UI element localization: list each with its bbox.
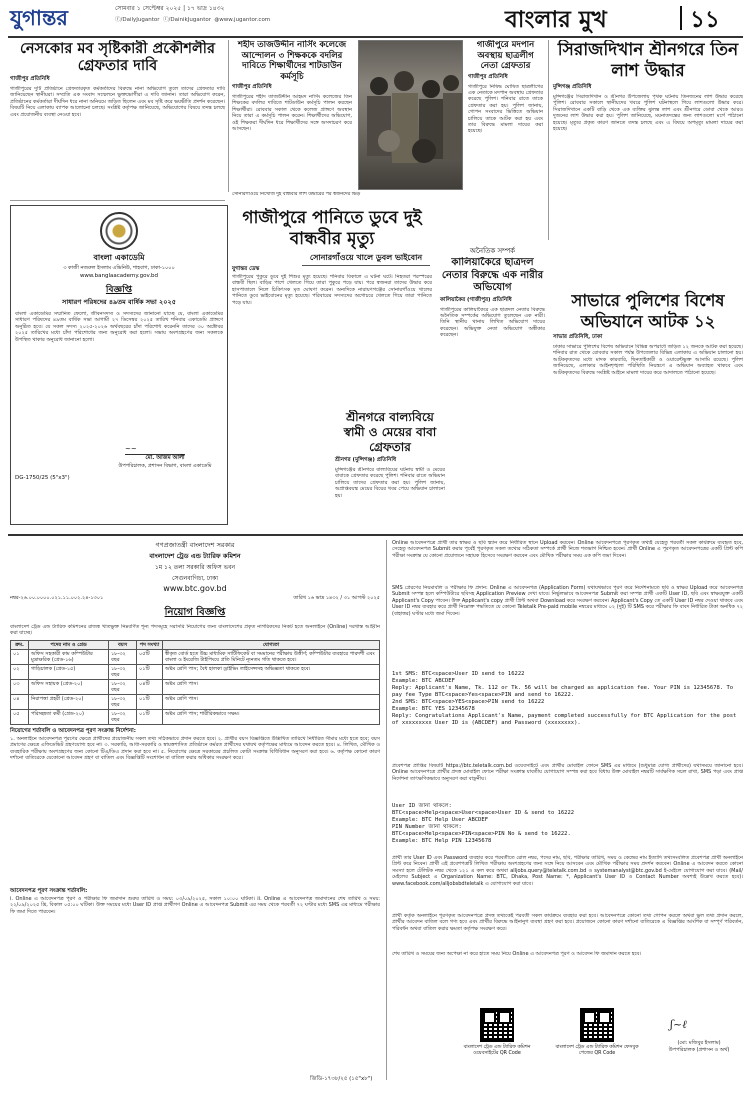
right-text-5: প্রার্থী কর্তৃক অনলাইনে পূরণকৃত আবেদনপত্রে প্রদত্ত তথ্যকেই পরবর্তী সকল কার্যক্রমে ব্যবহার করা হবে। আবেদনপত্রে কোনো তথ্য গোপন করলে অথবা ভুল তথ্য প্রদান করলে, প্রার্থীর আবেদন বাতিল বলে গণ্য হবে এবং প্রার্থীর বিরুদ্ধে আইনানুগ ব্যবস্থা গ্রহণ করা হবে। প্রয়োজনে কোনো কারণ দর্শানো ব্যতিরেকে এ বিজ্ঞপ্তির আংশিক বা সম্পূর্ণ পরিবর্তন, পরিবর্ধন অথবা বাতিল করার ক্ষমতা কর্তৃপক্ষ সংরক্ষণ করে। <box>392 913 743 932</box>
facebook-qr-code <box>580 1008 614 1042</box>
right-text-2: SMS প্রেরণের নিয়মাবলি ও পরীক্ষার ফি প্রদান: Online এ আবেদনপত্র (Application Form) যথাযথভাবে পূরণ করে নির্দেশনামতে ছবি ও স্বাক্ষর Upload করে আবেদনপত্র Submit সম্পন্ন হলে কম্পিউটারে ছবিসহ Application Preview দেখা যাবে। নির্ভুলভাবে আবেদনপত্র Submit করা সম্পন্ন প্রার্থী একটি User ID, ছবি এবং স্বাক্ষরযুক্ত একটি Applicant's Copy পাবেন। উক্ত Applicant's copy প্রার্থী প্রিন্ট অথবা Download করে সংরক্ষণ করবেন। Applicant's Copy তে একটি User ID নম্বর দেওয়া থাকবে এবং User ID নম্বর ব্যবহার করে প্রার্থী নিম্নোক্ত পদ্ধতিতে যে কোনো Teletalk Pre-paid mobile নম্বরের মাধ্যমে ০২ (দুই) টি SMS করে পরীক্ষার ফি বাবদ নির্ধারিত টাকা অনধিক ৭২ (বাহাত্তর) ঘণ্টার মধ্যে জমা দিবেন। <box>392 585 743 617</box>
byline: সাভার প্রতিনিধি, ঢাকা <box>553 334 603 340</box>
facebook-icon: ⓕ <box>115 17 121 23</box>
byline: মুন্সিগঞ্জ প্রতিনিধি <box>553 84 592 90</box>
notice-dept: বাংলাদেশ ট্রেড এন্ড ট্যারিফ কমিশন <box>149 552 241 560</box>
sms-instructions: 1st SMS: BTC<space>User ID send to 16222 Example: BTC ABCDEF Reply: Applicant's Name, Tk. 112 or Tk. 56 will be charged as application fee. Your PIN is 12345678. To pay fee Type BTC<space>Yes<space>PIN and send to 16222. 2nd SMS: BTC<space>YES<space>PIN send to 16222 Example: BTC YES 12345678 Reply: Congratulations Applicant's Name, payment completed successfully for BTC Application for the post of xxxxxxxxx User ID is (ABCDEF) and Password (xxxxxxxx). <box>392 671 737 726</box>
social-handle-2: /DainikJugantor <box>168 17 211 23</box>
subhead: সোনারগাঁওয়ে খালে ডুবল ভাইবোন <box>302 252 430 266</box>
website: www.jugantor.com <box>219 17 271 23</box>
ad-org: বাংলা একাডেমি <box>93 253 145 262</box>
section-title: বাংলার মুখ <box>505 6 607 33</box>
headline: গাজীপুরে মদপান অবস্থায় ছাত্রলীগ নেতা গ্রেফতার <box>476 40 535 71</box>
section-divider <box>680 6 682 30</box>
masthead-rule <box>8 36 743 38</box>
table-row <box>11 679 380 694</box>
table-row <box>11 649 380 664</box>
dateline: সোমবার ১ সেপ্টেম্বর ২০২৫ | ১৭ ভাদ্র ১৪৩২ <box>115 5 225 12</box>
apply-title: আবেদনপত্র পূরণ সংক্রান্ত শর্তাবলি: <box>10 887 88 894</box>
headline: কালিয়াকৈরে ছাত্রদল নেতার বিরুদ্ধে এক নারীর অভিযোগ <box>441 257 544 293</box>
signature-image: ~~ <box>125 445 185 455</box>
ad-signer: মো. আজম আলী <box>145 455 185 461</box>
cell: ১৮-৩২ বছর <box>109 694 137 709</box>
right-text-6: শেষ তারিখ ও সময়ের জন্য অপেক্ষা না করে হাতে সময় নিয়ে Online এ আবেদনপত্র পূরণ ও আবেদন ফি জমাদান করতে হবে। <box>392 951 642 957</box>
cell: ১৮-৩২ বছর <box>109 649 137 664</box>
story-child-marriage <box>335 410 445 530</box>
cell: অষ্টম শ্রেণি পাস। <box>163 679 380 694</box>
right-text-3: প্রবেশপত্র প্রাপ্তির বিষয়টি https://btc.teletalk.com.bd ওয়েবসাইটে এবং প্রার্থীর মোবাইল ফোনে SMS এর মাধ্যমে (শুধুমাত্র যোগ্য প্রার্থীদের) যথাসময়ে জানানো হবে। Online আবেদনপত্রে প্রার্থীর প্রদত্ত মোবাইল ফোনে পরীক্ষা সংক্রান্ত যাবতীয় যোগাযোগ সম্পন্ন করা হবে বিধায় উক্ত মোবাইল নম্বরটি সার্বক্ষণিক সচল রাখা, SMS পড়া এবং প্রাপ্ত নির্দেশনা তাৎক্ষণিকভাবে অনুসরণ করা বাঞ্ছনীয়। <box>392 763 743 782</box>
column-rule <box>386 540 387 1080</box>
kicker: অনৈতিক সম্পর্ক <box>469 247 516 255</box>
crowd-photo-image <box>359 41 463 190</box>
headline: শহীদ তাজউদ্দীন নার্সিং কলেজে আন্দোলন ৩ শিক্ষককে বদলির দাবিতে শিক্ষার্থীদের শাটডাউন কর্মসূচি <box>237 40 347 82</box>
notice-date: তারিখ ১৬ ভাদ্র ১৪৩২ / ৩১ আগস্ট ২০২৫ <box>293 595 380 601</box>
notice-web: www.btc.gov.bd <box>163 584 227 593</box>
section-rule <box>8 534 743 536</box>
newspaper-logo: যুগান্তর <box>10 5 68 30</box>
cell: অষ্টম শ্রেণি পাস; বৈধ হালকা ড্রাইভিং লাইসেন্সসহ অভিজ্ঞতা থাকতে হবে। <box>163 664 380 679</box>
headline: নেসকোর মব সৃষ্টিকারী প্রকৌশলীর গ্রেফতার দাবি <box>20 40 215 74</box>
story-body: গাজীপুরের শহীদ তাজউদ্দীন আহমদ নার্সিং কলেজের তিন শিক্ষকের বদলির দাবিতে শাটডাউন কর্মসূচি পালন করছেন শিক্ষার্থীরা। রোববার সকাল থেকে কলেজ প্রাঙ্গণে অবস্থান নিয়ে তারা এ কর্মসূচি পালন করেন। শিক্ষার্থীদের অভিযোগ, ওই শিক্ষকরা দীর্ঘদিন ধরে শিক্ষার্থীদের সঙ্গে অসদাচরণ করে আসছেন। <box>232 94 352 133</box>
cell: ০৫টি <box>137 649 163 664</box>
qr1-label: বাংলাদেশ ট্রেড এন্ড ট্যারিফ কমিশন ওয়েবসাইটের QR Code <box>463 1045 531 1056</box>
column-rule <box>548 40 549 240</box>
right-text-4: প্রার্থী তার User ID এবং Password ব্যবহার করে পরবর্তীতে রোল নম্বর, পদের নাম, ছবি, পরীক্ষার তারিখ, সময় ও কেন্দ্রের নাম ইত্যাদি তথ্যসংবলিত প্রবেশপত্র প্রার্থী অনলাইনে প্রিন্ট করে নিবেন। প্রার্থী এই প্রবেশপত্রটি লিখিত পরীক্ষায় অংশগ্রহণের জন্য সঙ্গে নিয়ে আসবেন এবং মৌখিক পরীক্ষার সময় প্রদর্শন করবেন। Online এ আবেদন করতে কোনো সমস্যা হলে টেলিটক নম্বর থেকে ১২১ এ কল করে অথবা alljobs.query@teletalk.com.bd ও systemanalyst@btc.gov.bd ই-মেইলে যোগাযোগ করা যাবে। (Mail/মেইলের Subject এ Organization Name: BTC, Dhaka, Post Name: *, Applicant's User ID ও Contact Number অবশ্যই উল্লেখ করতে হবে)। www.facebook.com/alljobsbdteletalk এ যোগাযোগ করা যাবে। <box>392 855 743 887</box>
globe-icon: ◍ <box>214 17 220 23</box>
photo-caption: সোনারগাঁওয়ে নিখোঁজ দুই বান্ধবীর লাশ উদ্ধারের পর স্বজনদের ভিড় <box>232 192 361 197</box>
headline: সিরাজদিখান শ্রীনগরে তিন লাশ উদ্ধার <box>557 40 739 81</box>
byline: গাজীপুর প্রতিনিধি <box>10 76 50 82</box>
notice-intro: বাংলাদেশ ট্রেড এন্ড ট্যারিফ কমিশনের রাজস্ব খাতভুক্ত নিম্নবর্ণিত শূন্য পদসমূহে সরাসরি নিয়োগের জন্য বাংলাদেশের প্রকৃত নাগরিকদের নিকট হতে অনলাইনে (Online) দরখাস্ত আহ্বান করা যাচ্ছে। <box>10 624 380 637</box>
section-rule <box>10 200 225 201</box>
ad-signer-title: উপপরিচালক, প্রশাসন বিভাগ, বাংলা একাডেমি <box>118 463 212 469</box>
notice-addr: ১ম ১২ তলা সরকারি অফিস ভবন <box>154 564 236 571</box>
col-header: বয়স <box>109 640 137 649</box>
byline: গাজীপুর প্রতিনিধি <box>468 73 508 80</box>
cell: অফিস সহায়ক (গ্রেড-২০) <box>29 679 109 694</box>
social-bar <box>115 15 270 23</box>
table-header-row <box>11 640 380 649</box>
col-header: পদ সংখ্যা <box>137 640 163 649</box>
ad-subtitle: সাধারণ পরিষদের ৪৯তম বার্ষিক সভা ২০২৫ <box>62 298 176 306</box>
cell: গাড়িচালক (গ্রেড-১৫) <box>29 664 109 679</box>
bangla-academy-ad <box>10 205 228 525</box>
ad-code: DG-1750/25 (5"x3") <box>15 475 70 481</box>
notice-signer-title: উপপরিচালক (প্রশাসন ও অর্থ) <box>668 1047 730 1053</box>
userid-instructions: User ID জানা থাকলে: BTC<space>Help<space>User<space>User ID & send to 16222 Example: BTC Help User ABCDEF PIN Number জানা থাকলে: BTC<space>Help<space>PIN<space>PIN No & send to 16222. Example: BTC Help PIN 12345678 <box>392 803 575 844</box>
story-body: গাজীপুরে নিষিদ্ধ ঘোষিত ছাত্রলীগের এক নেতাকে মদপান অবস্থায় গ্রেফতার করেছে পুলিশ। শনিবার রাতে তাকে গ্রেফতার করা হয়। পুলিশ জানায়, গোপন সংবাদের ভিত্তিতে অভিযান চালিয়ে তাকে আটক করা হয় এবং তার বিরুদ্ধে মামলা দায়ের করা হয়েছে। <box>468 83 543 135</box>
headline: সাভারে পুলিশের বিশেষ অভিযানে আটক ১২ <box>571 291 725 331</box>
story-three-bodies <box>553 40 743 280</box>
table-row <box>11 694 380 709</box>
qr2-label: বাংলাদেশ ট্রেড এন্ড ট্যারিফ কমিশন ফেসবুক পেজের QR Code <box>555 1045 639 1056</box>
story-body: ঢাকার সাভারে পুলিশের বিশেষ অভিযানে বিভিন্ন অপরাধে জড়িত ১২ জনকে আটক করা হয়েছে। শনিবার রাত থেকে রোববার সকাল পর্যন্ত উপজেলার বিভিন্ন এলাকায় এ অভিযান চালানো হয়। আটককৃতদের মধ্যে মাদক কারবারি, ছিনতাইকারী ও ওয়ারেন্টভুক্ত আসামি রয়েছে। পুলিশ জানিয়েছে, এলাকার আইনশৃঙ্খলা পরিস্থিতি নিয়ন্ত্রণে এ অভিযান অব্যাহত থাকবে এবং আটককৃতদের বিরুদ্ধে সংশ্লিষ্ট আইনে মামলা দায়ের করে আদালতে পাঠানো হয়েছে। <box>553 344 743 376</box>
vacancy-table <box>10 640 380 725</box>
notice-right <box>392 540 743 1088</box>
story-body: মুন্সিগঞ্জের শ্রীনগরে বাল্যবিয়ের ঘটনায় স্বামী ও মেয়ের বাবাকে গ্রেফতার করেছে পুলিশ। শনিবার রাতে অভিযান চালিয়ে তাদের গ্রেফতার করা হয়। পুলিশ জানায়, অপ্রাপ্তবয়স্ক মেয়ের বিয়ের খবর পেয়ে অভিযান চালানো হয়। <box>335 467 445 499</box>
notice-memo: নম্বর-২৬.০০.০০০০.০২১.১১.০০২.২৪-১৩০১ <box>10 595 104 601</box>
twitter-icon: ⓣ <box>163 17 169 23</box>
cell: ০৪টি <box>137 679 163 694</box>
table-row <box>11 664 380 679</box>
headline: গাজীপুরে পানিতে ডুবে দুই বান্ধবীর মৃত্যু <box>242 208 422 249</box>
notice-left <box>10 540 380 1088</box>
ad-address: ৩ কাজী নজরুল ইসলাম এভিনিউ, শাহবাগ, ঢাকা-১০০০ <box>63 265 175 271</box>
masthead <box>0 0 751 40</box>
cell: ১৮-৩২ বছর <box>109 709 137 724</box>
cell: পরিচ্ছন্নতা কর্মী (গ্রেড-২০) <box>29 709 109 724</box>
conditions-body: ১. অনলাইনে আবেদনপত্র পূরণের ক্ষেত্রে প্রার্থীদের প্রয়োজনীয় সকল তথ্য সঠিকভাবে প্রদান করতে হবে। ২. প্রার্থীর বয়স বিজ্ঞপ্তিতে উল্লিখিত তারিখে নির্ধারিত সীমার মধ্যে হতে হবে; বয়স প্রমাণের ক্ষেত্রে এফিডেভিট গ্রহণযোগ্য হবে না। ৩. সরকারি, আধা-সরকারি ও স্বায়ত্তশাসিত প্রতিষ্ঠানে কর্মরত প্রার্থীদের যথাযথ কর্তৃপক্ষের মাধ্যমে আবেদন করতে হবে। ৪. লিখিত, মৌখিক ও ব্যবহারিক পরীক্ষায় অংশগ্রহণের জন্য কোনো টিএ/ডিএ প্রদান করা হবে না। ৫. নিয়োগের ক্ষেত্রে সরকারের প্রচলিত কোটা সংক্রান্ত বিধিবিধান অনুসরণ করা হবে। ৬. কর্তৃপক্ষ কোনো কারণ দর্শানো ব্যতিরেকে যেকোনো আবেদন গ্রহণ বা বাতিল এবং বিজ্ঞপ্তিটি সংশোধন বা বাতিল করার অধিকার সংরক্ষণ করে। <box>10 735 380 762</box>
crowd-photo <box>358 40 463 190</box>
notice-code: জিডি-১৭৩৮/২৫ (১৫"x৮") <box>310 1076 373 1082</box>
story-drowning <box>232 208 432 438</box>
cell: স্বীকৃত বোর্ড হতে উচ্চ মাধ্যমিক সার্টিফিকেট বা সমমানের পরীক্ষায় উত্তীর্ণ; কম্পিউটার ব্যবহারে পারদর্শী এবং বাংলা ও ইংরেজি টাইপিংয়ে প্রতি মিনিটে ন্যূনতম গতি থাকতে হবে। <box>163 649 380 664</box>
cell: ০১ <box>11 649 29 664</box>
cell: অফিস সহকারী কাম কম্পিউটার মুদ্রাক্ষরিক (গ্রেড-১৬) <box>29 649 109 664</box>
story-nesco <box>10 40 225 195</box>
story-body: গাজীপুরের দুটি প্রতিষ্ঠানে গ্রেফতারকৃত কর্মকর্তাদের বিরুদ্ধে নানা অভিযোগ তুলে তাদের গ্রেফতার দাবি জানিয়েছেন স্থানীয়রা। সম্প্রতি এক সংবাদ সম্মেলনে ভুক্তভোগীরা এ দাবি জানান। তারা অভিযোগ করেন, প্রতিষ্ঠানের কর্মকর্তারা দীর্ঘদিন ধরে নানা অনিয়মে জড়িত ছিলেন এবং মব সৃষ্টি করে ভয়ভীতি প্রদর্শন করেছেন। বিষয়টি নিয়ে এলাকায় ব্যাপক আলোচনা চলছে। সংশ্লিষ্ট কর্তৃপক্ষ জানিয়েছে, অভিযোগের বিষয়ে তদন্ত চলছে এবং প্রয়োজনীয় ব্যবস্থা নেওয়া হবে। <box>10 86 225 118</box>
story-savar-raid <box>553 290 743 530</box>
cell: ১৮-৩২ বছর <box>109 664 137 679</box>
cell: নিরাপত্তা প্রহরী (গ্রেড-২০) <box>29 694 109 709</box>
byline: গাজীপুর প্রতিনিধি <box>232 84 272 90</box>
story-body: গাজীপুরের পুকুরে ডুবে দুই শিশুর মৃত্যু হয়েছে। শনিবার বিকালে এ ঘটনা ঘটে। নিহতরা পরস্পরের বান্ধবী ছিল। বাড়ির পাশে খেলতে গিয়ে তারা পুকুরে পড়ে যায়। পরে স্বজনরা তাদের উদ্ধার করে হাসপাতালে নিলে চিকিৎসক মৃত ঘোষণা করেন। অন্যদিকে নারায়ণগঞ্জের সোনারগাঁওয়ে খালের পানিতে ডুবে ভাইবোনের মৃত্যু হয়েছে। পরিবারের সদস্যদের অগোচরে খেলতে গিয়ে তারা পানিতে পড়ে যায়। <box>232 274 432 306</box>
cell: ০৫ <box>11 709 29 724</box>
cell: ১৮-৩২ বছর <box>109 679 137 694</box>
ad-website: www.banglaacademy.gov.bd <box>79 273 159 279</box>
cell: ০২ <box>11 664 29 679</box>
headline: শ্রীনগরে বাল্যবিয়ে স্বামী ও মেয়ের বাবা গ্রেফতার <box>343 410 437 454</box>
notice-city: সেগুনবাগিচা, ঢাকা <box>172 575 218 582</box>
btc-recruitment-notice <box>10 540 743 1088</box>
social-handle-1: /DailyJugantor <box>120 17 160 23</box>
story-body: মুন্সিগঞ্জের সিরাজদিখান ও শ্রীনগর উপজেলায় পৃথক ঘটনায় তিনজনের লাশ উদ্ধার করেছে পুলিশ। রোববার সকালে স্থানীয়দের খবরে পুলিশ ঘটনাস্থলে গিয়ে লাশগুলো উদ্ধার করে। সিরাজদিখানে একটি বাড়ি থেকে এক ব্যক্তির ঝুলন্ত লাশ এবং শ্রীনগরে ডোবা থেকে আরও দুজনের লাশ উদ্ধার করা হয়। পুলিশ জানিয়েছে, ময়নাতদন্তের জন্য লাশগুলো মর্গে পাঠানো হয়েছে। মৃত্যুর প্রকৃত কারণ জানতে তদন্ত চলছে এবং এ বিষয়ে অপমৃত্যু মামলা দায়ের করা হয়েছে। <box>553 94 743 133</box>
notice-gov: গণপ্রজাতন্ত্রী বাংলাদেশ সরকার <box>155 541 235 549</box>
cell: ০৪ <box>11 694 29 709</box>
col-header: ক্রম. <box>11 640 29 649</box>
cell: অষ্টম শ্রেণি পাস; শারীরিকভাবে সক্ষম। <box>163 709 380 724</box>
page-number: ১১ <box>690 6 720 33</box>
ad-body: বাংলা একাডেমির সম্মানিত ফেলো, জীবনসদস্য ও সদস্যদের জানানো যাচ্ছে যে, বাংলা একাডেমির সাধারণ পরিষদের ৪৯তম বার্ষিক সভা আগামী ২৭ ডিসেম্বর ২০২৫ তারিখ শনিবার একাডেমি প্রাঙ্গণে অনুষ্ঠিত হবে। যে সকল সদস্য ২০২৫-২০২৬ অর্থবছরের চাঁদা পরিশোধ করেননি তাদের ৩০ অক্টোবর ২০২৫ তারিখের মধ্যে চাঁদা পরিশোধের জন্য অনুরোধ করা হলো। সভায় অংশগ্রহণের জন্য সকলকে উপস্থিত থাকার অনুরোধ জানানো হলো। <box>15 311 223 343</box>
col-header: পদের নাম ও গ্রেড <box>29 640 109 649</box>
cell: ০৩ <box>11 679 29 694</box>
story-nursing-college <box>232 40 352 190</box>
byline: কালিয়াকৈর (গাজীপুর) প্রতিনিধি <box>440 296 512 303</box>
byline: যুগান্তর ডেস্ক <box>232 266 260 272</box>
academy-emblem <box>100 212 138 250</box>
story-chhatra-league <box>468 40 543 160</box>
story-kaliakair <box>440 245 545 405</box>
website-qr-code <box>480 1008 514 1042</box>
notice-title: নিয়োগ বিজ্ঞপ্তি <box>164 607 226 618</box>
right-text-1: Online আবেদনপত্রে প্রার্থী তার স্বাক্ষর ও ছবি স্ক্যান করে নির্ধারিত স্থানে Upload করবেন। Online আবেদনপত্রে পূরণকৃত তথ্যই যেহেতু পরবর্তী সকল কার্যক্রমে ব্যবহৃত হবে, সেহেতু আবেদনপত্র Submit করার পূর্বেই পূরণকৃত সকল তথ্যের সঠিকতা সম্পর্কে প্রার্থী নিজে শতভাগ নিশ্চিত হবেন। প্রার্থী Online এ পূরণকৃত আবেদনপত্রের একটি প্রিন্ট কপি পরীক্ষা সংক্রান্ত যে কোনো প্রয়োজনে সহায়ক হিসেবে সংরক্ষণ করবেন এবং মৌখিক পরীক্ষার সময় এক কপি জমা দিবেন। <box>392 540 743 559</box>
column-rule <box>228 40 229 192</box>
table-row <box>11 709 380 724</box>
ad-title: বিজ্ঞপ্তি <box>105 285 133 295</box>
signature-image: ʃ~ℓ <box>670 1018 687 1031</box>
cell: ০১টি <box>137 664 163 679</box>
apply-body: i. Online এ আবেদনপত্র পূরণ ও পরীক্ষার ফি জমাদান শুরুর তারিখ ও সময়: ০৩/০৯/২০২৫, সকাল ১০:০০ ঘটিকা। ii. Online এ আবেদনপত্র জমাদানের শেষ তারিখ ও সময়: ২২/০৯/২০২৫ খ্রি, বিকাল ০৫:০০ ঘটিকা। উক্ত সময়ের মধ্যে User ID প্রাপ্ত প্রার্থীগণ Online এ আবেদনপত্র Submit এর সময় থেকে পরবর্তী ৭২ ঘণ্টার মধ্যে SMS এর মাধ্যমে পরীক্ষার ফি জমা দিতে পারবেন। <box>10 895 380 915</box>
notice-signer: (মো: মজিবুর ইসলাম) <box>677 1040 721 1046</box>
cell: ০১টি <box>137 709 163 724</box>
col-header: যোগ্যতা <box>163 640 380 649</box>
cell: ০১টি <box>137 694 163 709</box>
byline: শ্রীনগর (মুন্সিগঞ্জ) প্রতিনিধি <box>335 457 397 463</box>
story-body: গাজীপুরের কালিয়াকৈরে এক ছাত্রদল নেতার বিরুদ্ধে অনৈতিক সম্পর্কের অভিযোগ তুলেছেন এক নারী। তিনি স্থানীয় থানায় লিখিত অভিযোগ দায়ের করেছেন। অভিযুক্ত নেতা অভিযোগ অস্বীকার করেছেন। <box>440 306 545 339</box>
conditions-title: নিয়োগের শর্তাবলি ও আবেদনপত্র পূরণ সংক্রান্ত নির্দেশনা: <box>10 727 136 734</box>
cell: অষ্টম শ্রেণি পাস। <box>163 694 380 709</box>
